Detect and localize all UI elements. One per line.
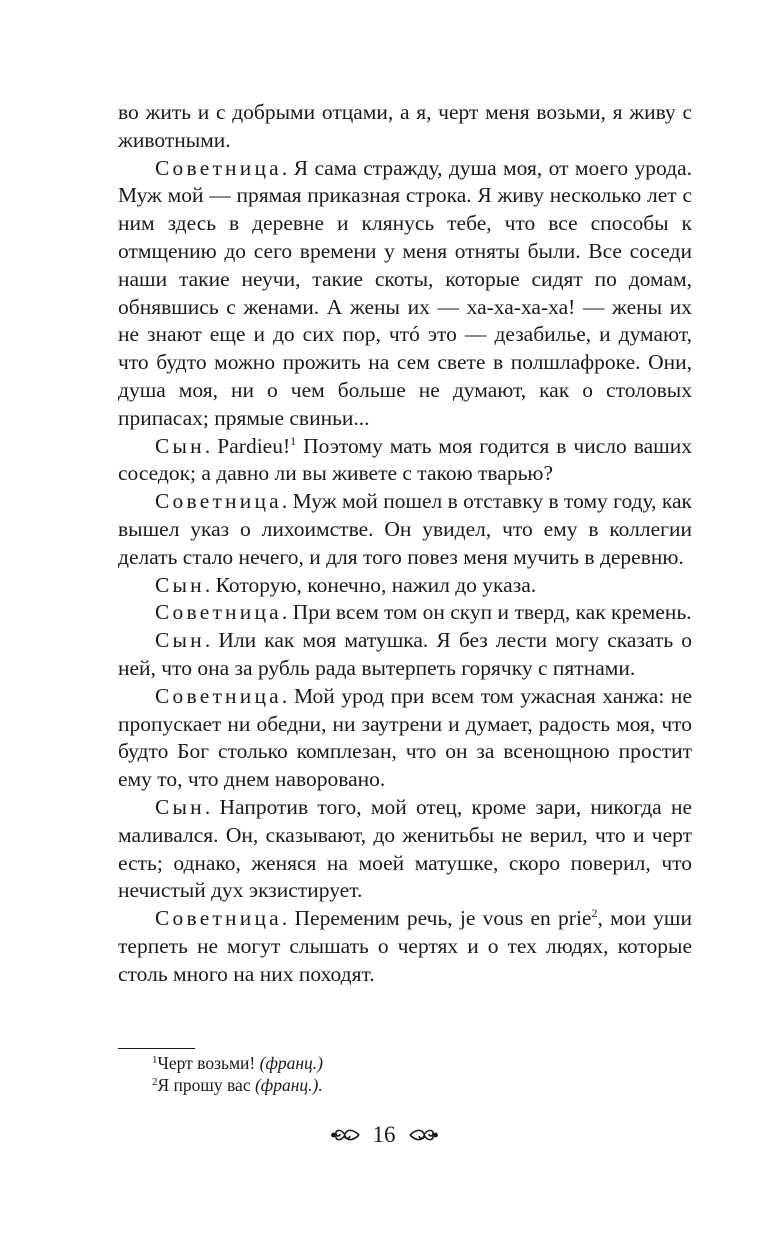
- right-ornament-icon: [408, 1125, 438, 1145]
- footnote-ref: 2: [591, 906, 598, 921]
- paragraph-text: . Pardieu!: [204, 433, 291, 458]
- speaker-name: Сын: [155, 433, 205, 458]
- paragraph-text: . Я сама стражду, душа моя, от моего урода. Муж мой — прямая приказная строка. Я живу несколько лет с ним здесь в деревне и клянусь тебе, что все способы к отмщению до сего времени у меня отняты были. Все соседи наши такие неучи, такие скоты, которые сидят по домам, обнявшись с женами. А жены их — ха-ха-ха-ха! — жены их не знают еще и до сих пор, чтó это — дезабилье, и думают, что будто можно прожить на сем свете в полшлафроке. Они, душа моя, ни о чем больше не думают, как о столовых припасах; прямые свиньи...: [118, 155, 692, 430]
- paragraph-text: . Которую, конечно, нажил до указа.: [204, 572, 537, 597]
- speaker-name: Сын: [155, 572, 205, 597]
- footnote-source: (франц.).: [254, 1075, 323, 1095]
- paragraph: [118, 794, 692, 905]
- paragraph: [118, 683, 692, 794]
- paragraph: [118, 905, 692, 988]
- left-ornament-icon: [331, 1125, 361, 1145]
- paragraph: [118, 599, 692, 627]
- speaker-name: Советница: [155, 600, 282, 625]
- footnote-text: Черт возьми!: [157, 1053, 260, 1073]
- footnote: [152, 1074, 672, 1096]
- speaker-name: Советница: [155, 906, 282, 931]
- paragraph-text: . Или как моя матушка. Я без лести могу сказать о ней, что она за рубль рада вытерпеть горячку с пятнами.: [118, 628, 692, 680]
- paragraph: [118, 155, 692, 433]
- speaker-name: Советница: [155, 683, 282, 708]
- paragraph-text: во жить и с добрыми отцами, а я, черт меня возьми, я живу с животными.: [118, 100, 692, 152]
- paragraph-text: . При всем том он скуп и тверд, как кремень.: [281, 600, 692, 625]
- footnotes: [152, 1052, 672, 1096]
- footnote-source: (франц.): [259, 1053, 324, 1073]
- paragraph-text: . Переменим речь, je vous en prie: [281, 906, 592, 931]
- footnote-number: 1: [152, 1054, 158, 1066]
- footnote-text: Я прошу вас: [157, 1075, 255, 1095]
- paragraph: [118, 488, 692, 571]
- speaker-name: Советница: [155, 489, 282, 514]
- paragraph: [118, 99, 692, 155]
- page-footer: [0, 1117, 768, 1153]
- footnote-rule: [118, 1048, 195, 1049]
- paragraph-text: . Напротив того, мой отец, кроме зари, никогда не маливался. Он, сказывают, до женитьбы не верил, что и черт есть; однако, женяся на моей матушке, скоро поверил, что нечистый дух экзистирует.: [118, 794, 692, 903]
- main-text: [118, 99, 692, 989]
- footnote: [152, 1052, 672, 1074]
- paragraph: [118, 433, 692, 489]
- paragraph-text: Поэтому мать моя годится в число ваших соседок; а давно ли вы живете с такою тварью?: [118, 433, 692, 486]
- speaker-name: Советница: [155, 155, 282, 180]
- paragraph: [118, 627, 692, 683]
- speaker-name: Сын: [155, 628, 205, 653]
- paragraph-text: . Мой урод при всем том ужасная ханжа: не пропускает ни обедни, ни заутрени и думает, радость моя, что будто Бог столько комплезан, что он за всенощною простит ему то, что днем наворовано.: [118, 683, 692, 792]
- paragraph-text: , мои уши терпеть не могут слышать о чертях и о тех людях, которые столь много на них походят.: [118, 906, 692, 986]
- footnote-number: 2: [152, 1076, 158, 1088]
- paragraph-text: . Муж мой пошел в отставку в тому году, как вышел указ о лихоимстве. Он увидел, что ему в коллегии делать стало нечего, и для того повез меня мучить в деревню.: [118, 489, 692, 569]
- speaker-name: Сын: [155, 794, 205, 819]
- footnote-ref: 1: [290, 433, 297, 448]
- paragraph: [118, 572, 692, 600]
- page-number: 16: [372, 1122, 396, 1147]
